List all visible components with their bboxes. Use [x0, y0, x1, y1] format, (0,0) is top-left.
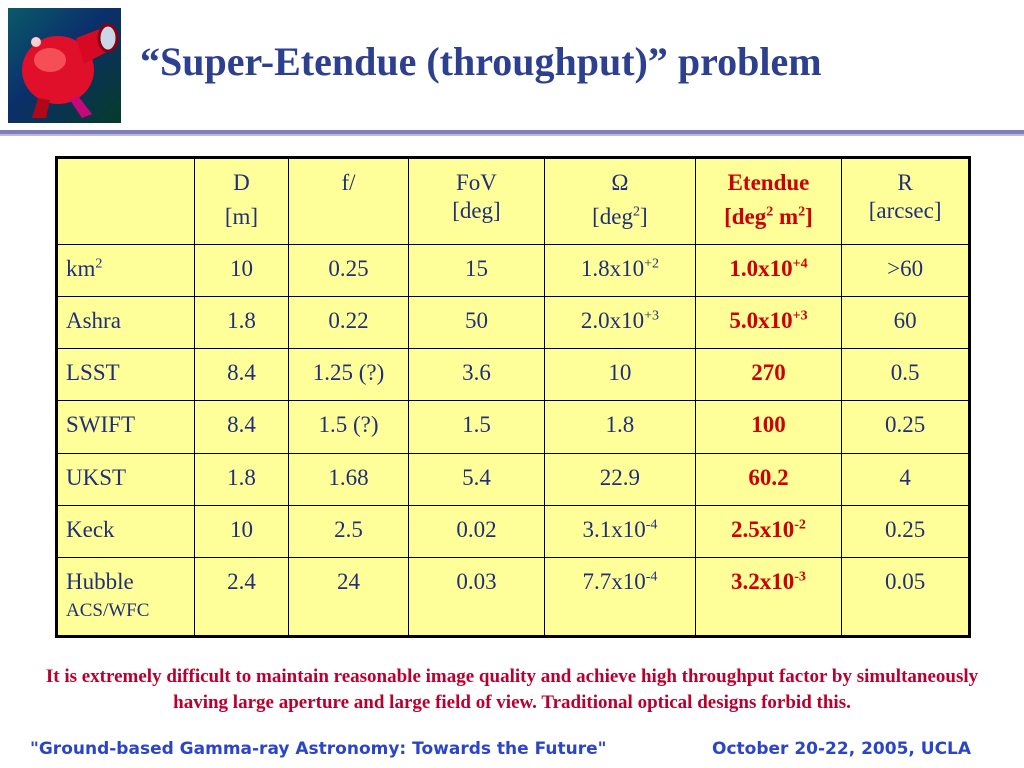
table-row: [57, 506, 970, 558]
cell-omega: $3.1x10^{-4}$: [545, 506, 696, 558]
cell-r: 4: [842, 453, 970, 505]
row-name: Keck: [57, 506, 195, 558]
cell-d: 10: [194, 506, 289, 558]
table-row: [57, 244, 970, 296]
cell-r: 0.05: [842, 558, 970, 637]
cell-fov: 5.4: [408, 453, 544, 505]
table-row: [57, 453, 970, 505]
cell-d: 1.8: [194, 296, 289, 348]
cell-r: 60: [842, 296, 970, 348]
header-cell-d: D [m]: [194, 158, 289, 245]
cell-fov: 50: [408, 296, 544, 348]
cell-omega: $2.0x10^{+3}$: [545, 296, 696, 348]
cell-omega: 10: [545, 349, 696, 401]
cell-r: >60: [842, 244, 970, 296]
cell-omega: 1.8: [545, 401, 696, 453]
header-cell-etendue: Etendue [deg$^2$ $m^2$]: [695, 158, 842, 245]
footer-conference: "Ground-based Gamma-ray Astronomy: Towards the Future": [30, 739, 607, 759]
row-name: Hubble ACS/WFC: [57, 558, 195, 637]
row-name: LSST: [57, 349, 195, 401]
cell-d: 2.4: [194, 558, 289, 637]
cell-etendue: $2.5x10^{-2}$: [695, 506, 842, 558]
row-name: $km^2$: [57, 244, 195, 296]
cell-r: 0.5: [842, 349, 970, 401]
telescope-logo-icon: [8, 8, 121, 123]
etendue-table: [55, 156, 971, 638]
cell-fov: 15: [408, 244, 544, 296]
header-cell-empty: [57, 158, 195, 245]
cell-omega: $7.7x10^{-4}$: [545, 558, 696, 637]
telescope-logo-graphic: [8, 8, 121, 123]
cell-omega: 22.9: [545, 453, 696, 505]
cell-etendue: $3.2x10^{-3}$: [695, 558, 842, 637]
table-header-row: [57, 158, 970, 245]
cell-omega: $1.8x10^{+2}$: [545, 244, 696, 296]
cell-etendue: $1.0x10^{+4}$: [695, 244, 842, 296]
cell-d: 10: [194, 244, 289, 296]
table-row: [57, 401, 970, 453]
row-name: Ashra: [57, 296, 195, 348]
slide-title: “Super-Etendue (throughput)” problem: [140, 39, 822, 84]
cell-f: 24: [289, 558, 408, 637]
cell-fov: 0.03: [408, 558, 544, 637]
cell-fov: 0.02: [408, 506, 544, 558]
cell-r: 0.25: [842, 401, 970, 453]
cell-etendue: 100: [695, 401, 842, 453]
header-cell-r: R [arcsec]: [842, 158, 970, 245]
row-name: UKST: [57, 453, 195, 505]
table-row: [57, 349, 970, 401]
table-row: [57, 558, 970, 637]
cell-etendue: 60.2: [695, 453, 842, 505]
cell-d: 8.4: [194, 349, 289, 401]
cell-fov: 3.6: [408, 349, 544, 401]
cell-f: 1.68: [289, 453, 408, 505]
header-cell-fov: FoV [deg]: [408, 158, 544, 245]
cell-f: 0.25: [289, 244, 408, 296]
cell-f: 1.5 (?): [289, 401, 408, 453]
title-divider-light: [0, 134, 1024, 136]
table-row: [57, 296, 970, 348]
cell-etendue: 270: [695, 349, 842, 401]
header-cell-f: f/: [289, 158, 408, 245]
caption-note: It is extremely difficult to maintain reasonable image quality and achieve high throughput factor by simultaneously having large aperture and large field of view. Traditional optical designs forbid this.: [45, 666, 979, 714]
cell-fov: 1.5: [408, 401, 544, 453]
header-cell-omega: Ω [deg$^2$]: [545, 158, 696, 245]
cell-d: 8.4: [194, 401, 289, 453]
cell-etendue: $5.0x10^{+3}$: [695, 296, 842, 348]
row-name: SWIFT: [57, 401, 195, 453]
cell-r: 0.25: [842, 506, 970, 558]
cell-d: 1.8: [194, 453, 289, 505]
cell-f: 1.25 (?): [289, 349, 408, 401]
cell-f: 0.22: [289, 296, 408, 348]
cell-f: 2.5: [289, 506, 408, 558]
footer-date: October 20-22, 2005, UCLA: [712, 739, 972, 759]
